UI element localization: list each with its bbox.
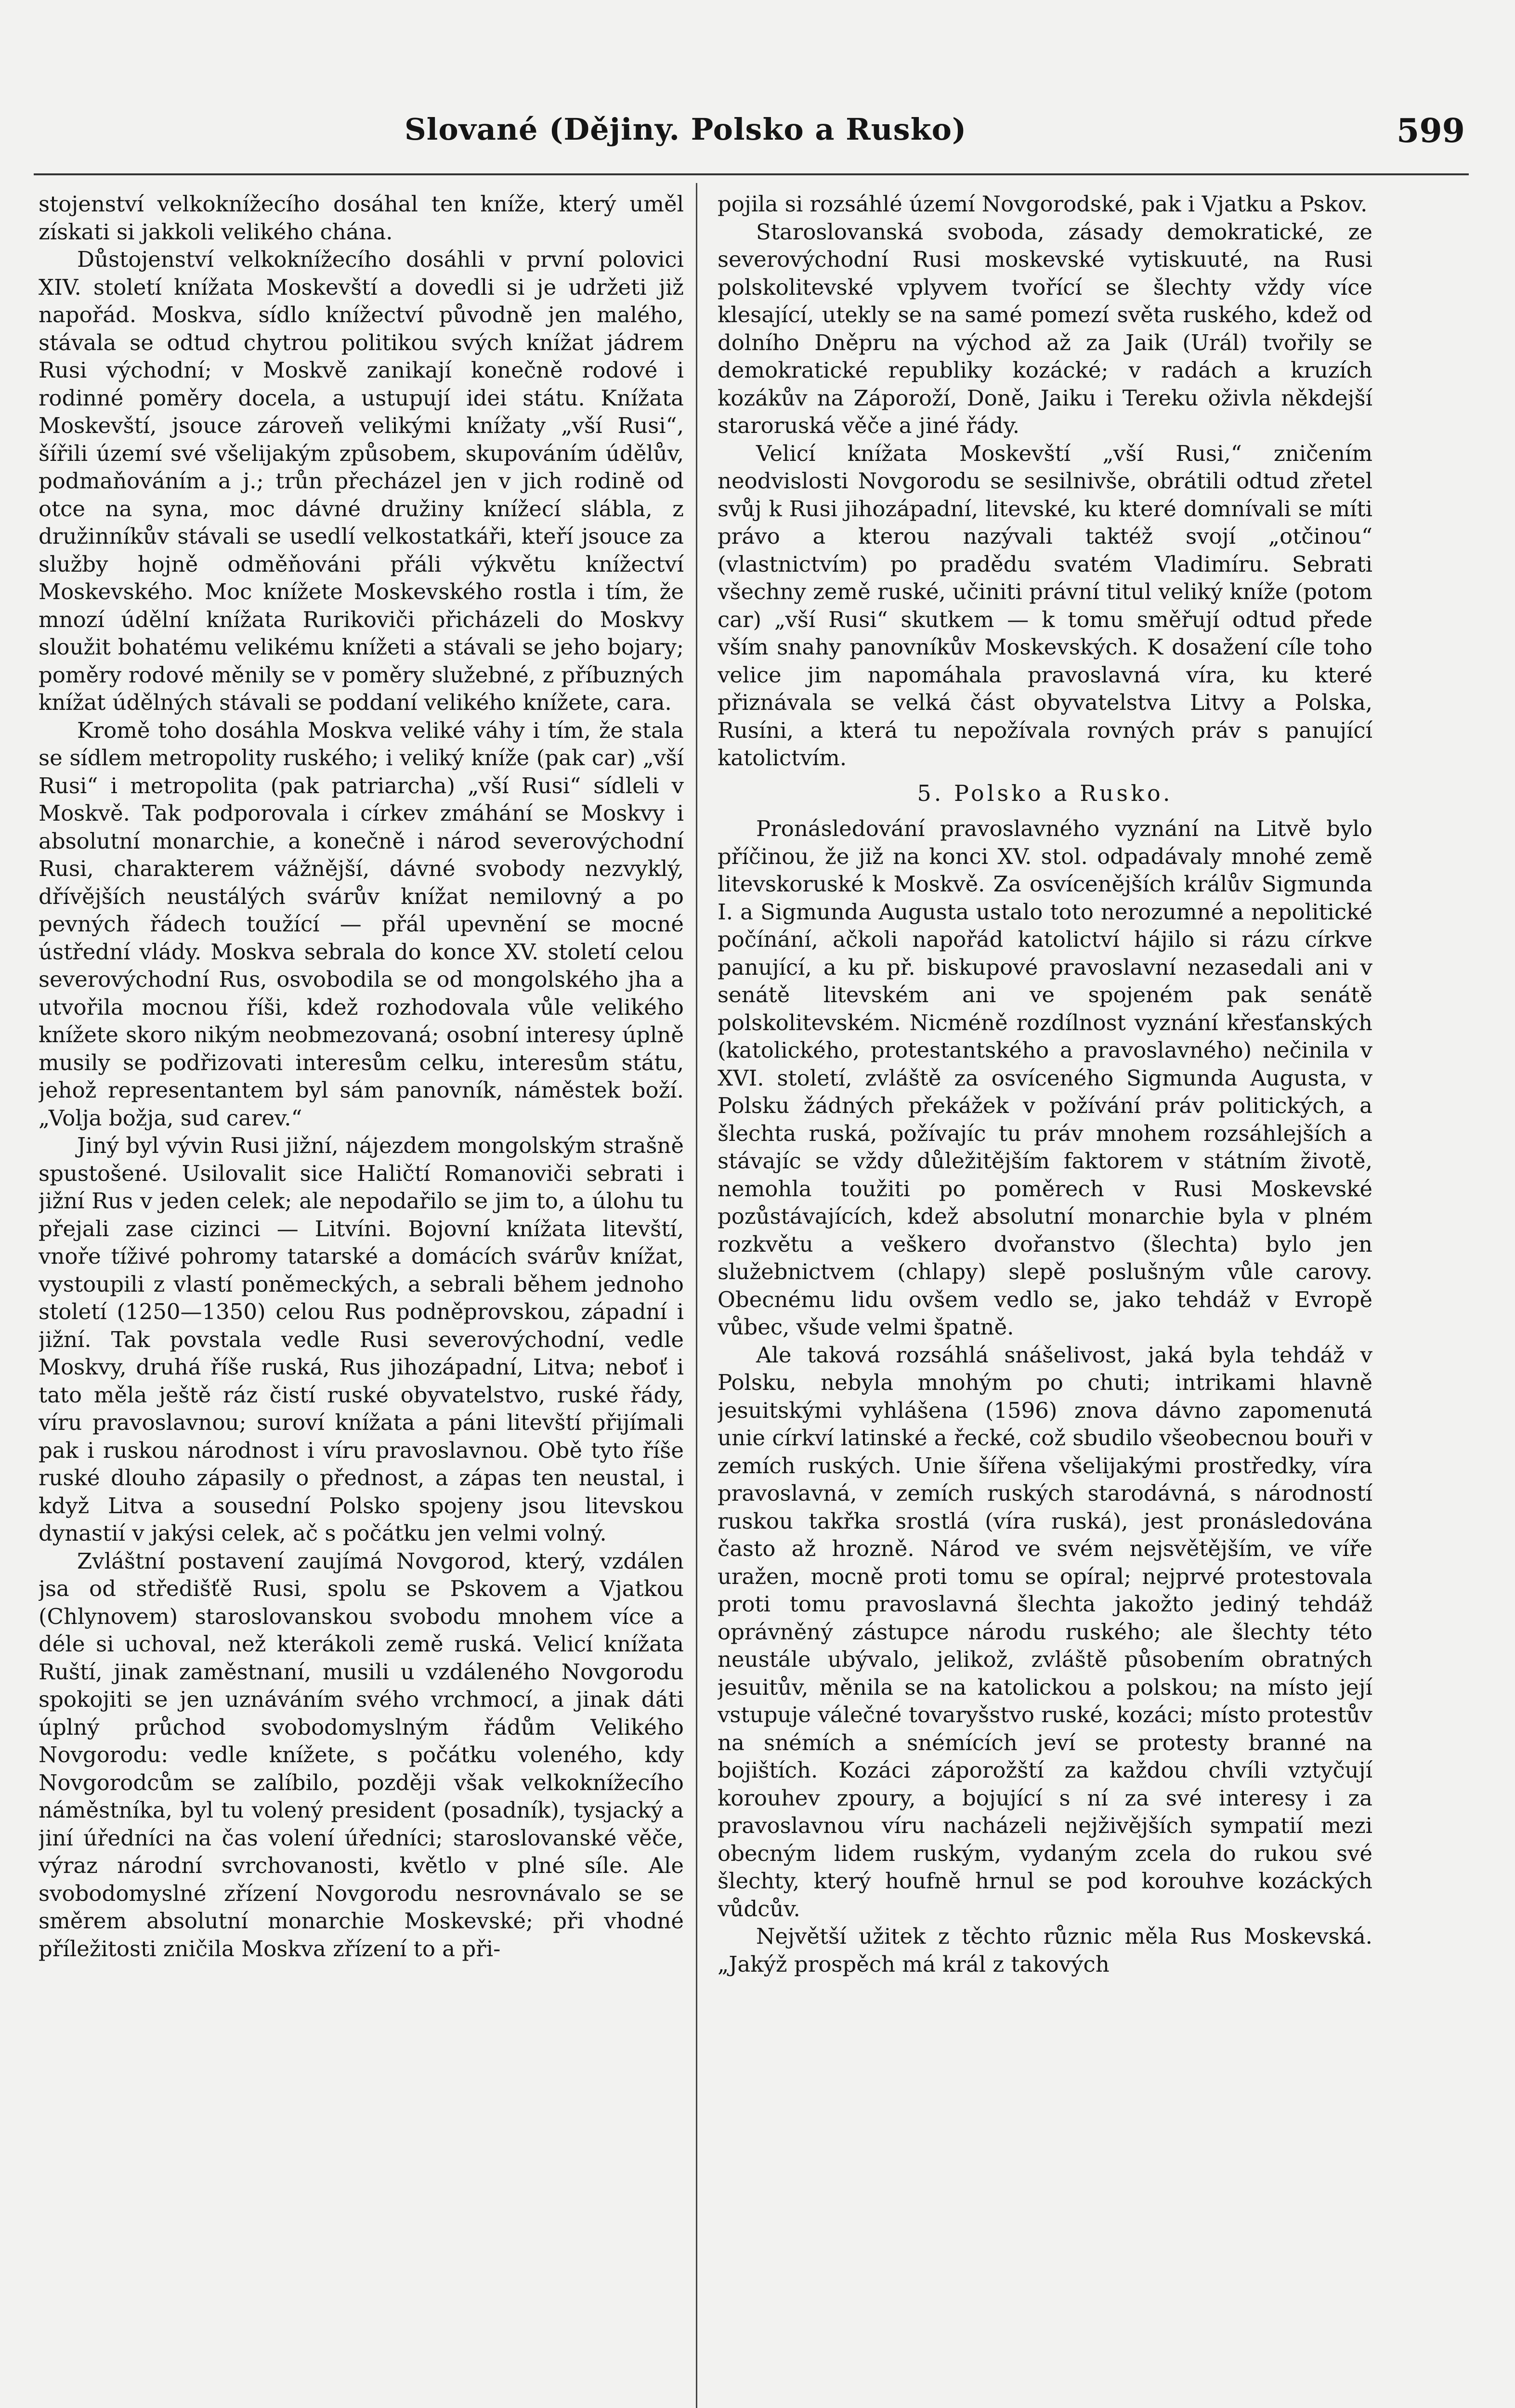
paragraph: Velicí knížata Moskevští „vší Rusi,“ zničením neodvislosti Novgorodu se sesilnivše, obrátili odtud zřetel svůj k Rusi jihozápadní, litevské, ku které domnívali se míti právo a kterou nazývali taktéž svojí „otčinou“ (vlastnictvím) po pradědu svatém Vladimíru. Sebrati všechny země ruské, učiniti právní titul veliký kníže (potom car) „vší Rusi“ skutkem — k tomu směřují odtud přede vším snahy panovníkův Moskevských. K dosažení cíle toho velice jim napomáhala pravoslavná víra, ku které přiznávala se velká část obyvatelstva Litvy a Polska, Rusíni, a která tu nepožívala rovných práv s panující katolictvím. <box>718 440 1372 771</box>
section-heading: 5. Polsko a Rusko. <box>917 780 1173 806</box>
paragraph: Důstojenství velkoknížecího dosáhli v první polovici XIV. století knížata Moskevští a dovedli si je udržeti již napořád. Moskva, sídlo knížectví původně jen malého, stávala se odtud chytrou politikou svých knížat jádrem Rusi východní; v Moskvě zanikají konečně rodové i rodinné poměry docela, a ustupují idei státu. Knížata Moskevští, jsouce zároveň velikými knížaty „vší Rusi“, šířili území své všelijakým způsobem, skupováním údělův, podmaňováním a j.; trůn přecházel jen v jich rodině od otce na syna, moc dávné družiny knížecí slábla, z družinníkův stávali se usedlí velkostatkáři, kteří jsouce za služby hojně odměňováni přáli výkvětu knížectví Moskevského. Moc knížete Moskevského rostla i tím, že mnozí údělní knížata Rurikoviči přicházeli do Moskvy sloužit bohatému velikému knížeti a stávali se jeho bojary; poměry rodové měnily se v poměry služebné, z příbuzných knížat údělných stávali se poddaní velikého knížete, cara. <box>39 247 684 715</box>
paragraph: Pronásledování pravoslavného vyznání na Litvě bylo příčinou, že již na konci XV. stol. odpadávaly mnohé země litevskoruské k Moskvě. Za osvícenějších králův Sigmunda I. a Sigmunda Augusta ustalo toto nerozumné a nepolitické počínání, ačkoli napořád katolictví hájilo si rázu církve panující, a ku př. biskupové pravoslavní nezasedali ani v senátě litevském ani ve spojeném pak senátě polskolitevském. Nicméně rozdílnost vyznání křesťanských (katolického, protestantského a pravoslavného) nečinila v XVI. století, zvláště za osvíceného Sigmunda Augusta, v Polsku žádných překážek v požívání práv politických, a šlechta ruská, požívajíc tu práv mnohem rozsáhlejších a stávajíc se vždy důležitějším faktorem v státním životě, nemohla toužiti po poměrech v Rusi Moskevské pozůstávajících, kdež absolutní monarchie byla v plném rozkvětu a veškero dvořanstvo (šlechta) bylo jen služebnictvem (chlapy) slepě poslušným vůle carovy. Obecnému lidu ovšem vedlo se, jako tehdáž v Evropě vůbec, všude velmi špatně. <box>718 816 1372 1340</box>
paragraph: Kromě toho dosáhla Moskva veliké váhy i tím, že stala se sídlem metropolity ruského; i veliký kníže (pak car) „vší Rusi“ i metropolita (pak patriarcha) „vší Rusi“ sídleli v Moskvě. Tak podporovala i církev zmáhání se Moskvy i absolutní monarchie, a konečně i národ severovýchodní Rusi, charakterem vážnější, dávné svobody nezvyklý, dřívějších neustálých svárův knížat nemilovný a po pevných řádech toužící — přál upevnění se mocné ústřední vlády. Moskva sebrala do konce XV. století celou severovýchodní Rus, osvobodila se od mongolského jha a utvořila mocnou říši, kdež rozhodovala vůle velikého knížete skoro nikým neobmezovaná; osobní interesy úplně musily se podřizovati interesům celku, interesům státu, jehož representantem byl sám panovník, náměstek boží. „Volja božja, sud carev.“ <box>39 717 684 1131</box>
paragraph: Největší užitek z těchto různic měla Rus Moskevská. „Jakýž prospěch má král z takových <box>718 1924 1372 1977</box>
paragraph: Staroslovanská svoboda, zásady demokratické, ze severovýchodní Rusi moskevské vytiskuuté, na Rusi polskolitevské vplyvem tvořící se šlechty vždy více klesající, utekly se na samé pomezí světa ruského, kdež od dolního Dněpru na východ až za Jaik (Urál) tvořily se demokratické republiky kozácké; v radách a kruzích kozákův na Záporoží, Doně, Jaiku i Tereku oživla někdejší staroruská věče a jiné řády. <box>718 219 1372 438</box>
right-column <box>718 190 1372 2408</box>
column-divider <box>696 183 697 2408</box>
paragraph: Jiný byl vývin Rusi jižní, nájezdem mongolským strašně spustošené. Usilovalit sice Haličtí Romanoviči sebrati i jižní Rus v jeden celek; ale nepodařilo se jim to, a úlohu tu přejali zase cizinci — Litvíni. Bojovní knížata litevští, vnoře tíživé pohromy tatarské a domácích svárův knížat, vystoupili z vlastí poněmeckých, a sebrali během jednoho století (1250—1350) celou Rus podněprovskou, západní i jižní. Tak povstala vedle Rusi severovýchodní, vedle Moskvy, druhá říše ruská, Rus jihozápadní, Litva; neboť i tato měla ještě ráz čistí ruské obyvatelstvo, ruské řády, víru pravoslavnou; suroví knížata a páni litevští přijímali pak i ruskou národnost i víru pravoslavnou. Obě tyto říše ruské dlouho zápasily o přednost, a zápas ten neustal, i když Litva a sousední Polsko spojeny jsou litevskou dynastií v jakýsi celek, ač s počátku jen velmi volný. <box>39 1133 684 1546</box>
paragraph: pojila si rozsáhlé území Novgorodské, pak i Vjatku a Pskov. <box>718 191 1368 217</box>
left-column <box>39 190 684 2408</box>
header-rule <box>34 173 1469 175</box>
page-number: 599 <box>1397 112 1465 150</box>
paragraph: stojenství velkoknížecího dosáhal ten kníže, který uměl získati si jakkoli velikého chána. <box>39 191 684 245</box>
paragraph: Ale taková rozsáhlá snášelivost, jaká byla tehdáž v Polsku, nebyla mnohým po chuti; intrikami hlavně jesuitskými vyhlášena (1596) znova dávno zapomenutá unie církví latinské a řecké, což sbudilo všeobecnou bouři v zemích ruských. Unie šířena všelijakými prostředky, víra pravoslavná, v zemích ruských starodávná, s národností ruskou takřka srostlá (víra ruská), jest pronásledována často až hrozně. Národ ve svém nejsvětějším, ve víře uražen, mocně proti tomu se opíral; nejprvé protestovala proti tomu pravoslavná šlechta jakožto jediný tehdáž oprávněný zástupce národu ruského; ale šlechty této neustále ubývalo, jelikož, zvláště působením obratných jesuitův, měnila se na katolickou a polskou; na místo její vstupuje válečné tovaryšstvo ruské, kozáci; místo protestův na snémích a snémících jeví se protesty branné na bojištích. Kozáci záporožští za každou chvíli vztyčují korouhev zpoury, a bojující s ní za své interesy i za pravoslavnou víru nacházeli nejživějších sympatií mezi obecným lidem ruským, vydaným zcela do rukou své šlechty, který houfně hrnul se pod korouhve kozáckých vůdcův. <box>718 1342 1372 1922</box>
paragraph: Zvláštní postavení zaujímá Novgorod, který, vzdálen jsa od středišťě Rusi, spolu se Pskovem a Vjatkou (Chlynovem) staroslovanskou svobodu mnohem více a déle si uchoval, než kterákoli země ruská. Velicí knížata Ruští, jinak zaměstnaní, musili u vzdáleného Novgorodu spokojiti se jen uznáváním svého vrchmocí, a jinak dáti úplný průchod svobodomyslným řádům Velikého Novgorodu: vedle knížete, s počátku voleného, kdy Novgorodcům se zalíbilo, později však velkoknížecího náměstníka, byl tu volený president (posadník), tysjacký a jiní úředníci na čas volení úředníci; staroslovanské věče, výraz národní svrchovanosti, květlo v plné síle. Ale svobodomyslné zřízení Novgorodu nesrovnávalo se se směrem absolutní monarchie Moskevské; při vhodné příležitosti zničila Moskva zřízení to a při- <box>39 1548 684 1962</box>
page-header-title: Slované (Dějiny. Polsko a Rusko) <box>405 112 967 147</box>
